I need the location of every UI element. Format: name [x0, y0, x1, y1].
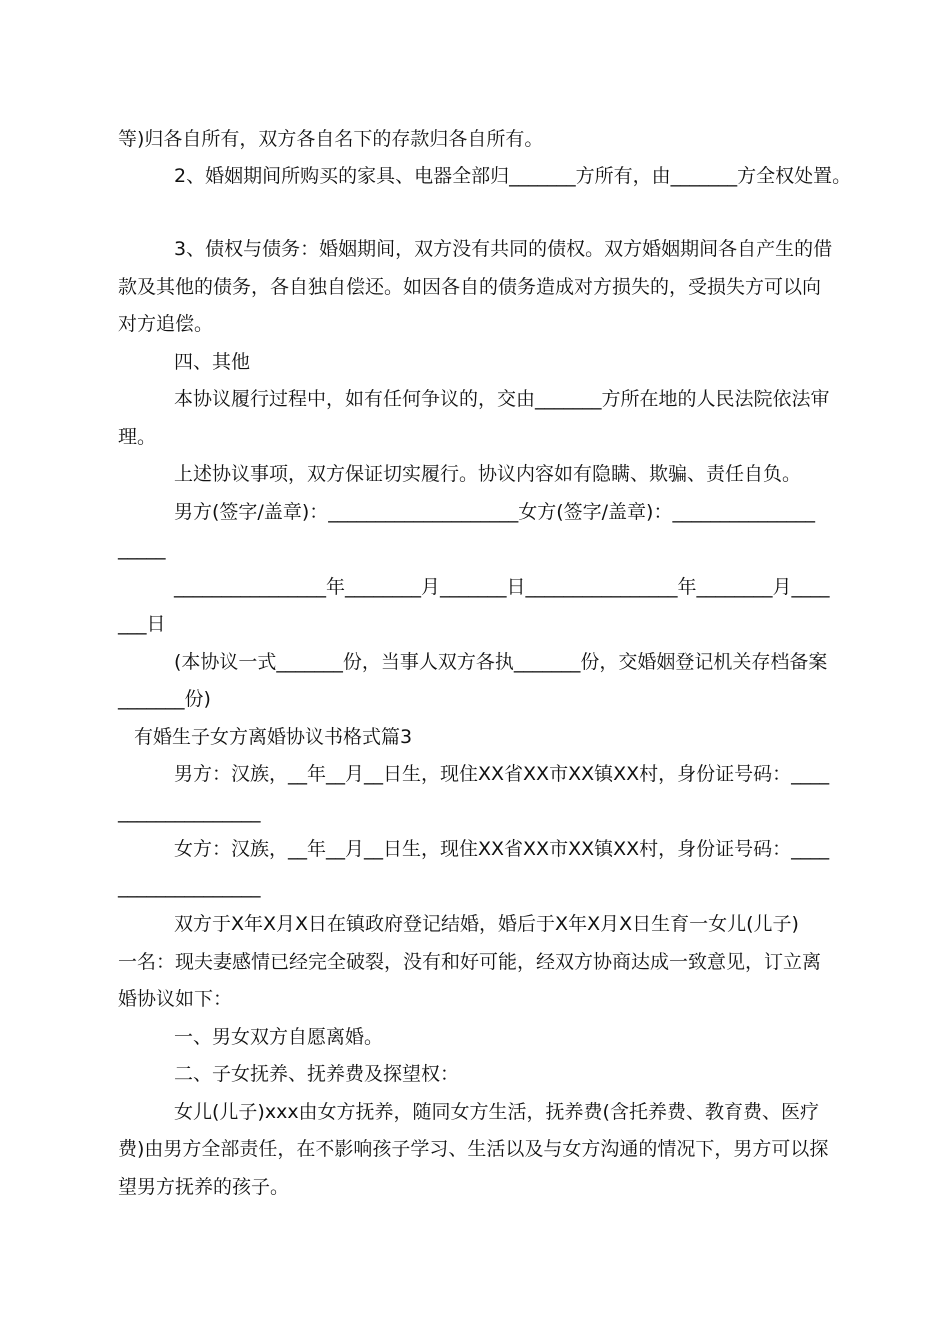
signature-line: 男方(签字/盖章)：____________________女方(签字/盖章)：_______________	[174, 501, 815, 523]
section-heading: 一、男女双方自愿离婚。	[174, 1026, 384, 1048]
paragraph-line: 理。	[118, 426, 157, 448]
paragraph-line: (本协议一式_______份，当事人双方各执_______份，交婚姻登记机关存档备案	[174, 651, 828, 673]
paragraph-line: 望男方抚养的孩子。	[118, 1176, 290, 1198]
paragraph-line: 婚协议如下：	[118, 988, 233, 1010]
paragraph-line: _______________	[118, 801, 261, 823]
signature-line: _____	[118, 538, 166, 560]
paragraph-line: 等)归各自所有，双方各自名下的存款归各自所有。	[118, 128, 544, 150]
date-line: ________________年________月_______日________________年________月____	[174, 576, 830, 598]
section-heading: 四、其他	[174, 351, 251, 373]
paragraph-line: _______份)	[118, 688, 211, 710]
paragraph-line: 款及其他的债务，各自独自偿还。如因各自的债务造成对方损失的，受损失方可以向	[118, 276, 822, 298]
paragraph-line: 3、债权与债务：婚姻期间，双方没有共同的债权。双方婚姻期间各自产生的借	[174, 238, 833, 260]
paragraph-line: 2、婚姻期间所购买的家具、电器全部归_______方所有，由_______方全权处置。	[174, 165, 852, 187]
paragraph-line: 上述协议事项，双方保证切实履行。协议内容如有隐瞒、欺骗、责任自负。	[174, 463, 802, 485]
paragraph-line: 费)由男方全部责任，在不影响孩子学习、生活以及与女方沟通的情况下，男方可以探	[118, 1138, 829, 1160]
date-line: ___日	[118, 613, 166, 635]
document-title: 有婚生子女方离婚协议书格式篇3	[134, 726, 413, 748]
paragraph-line: 本协议履行过程中，如有任何争议的，交由_______方所在地的人民法院依法审	[174, 388, 830, 410]
paragraph-line: _______________	[118, 876, 261, 898]
paragraph-line: 一名：现夫妻感情已经完全破裂，没有和好可能，经双方协商达成一致意见，订立离	[118, 951, 822, 973]
paragraph-line: 男方：汉族，__年__月__日生，现住XX省XX市XX镇XX村，身份证号码：____	[174, 763, 830, 785]
paragraph-line: 女儿(儿子)xxx由女方抚养，随同女方生活，抚养费(含托养费、教育费、医疗	[174, 1101, 819, 1123]
paragraph-line: 女方：汉族，__年__月__日生，现住XX省XX市XX镇XX村，身份证号码：____	[174, 838, 830, 860]
section-heading: 二、子女抚养、抚养费及探望权：	[174, 1063, 460, 1085]
paragraph-line: 对方追偿。	[118, 313, 214, 335]
paragraph-line: 双方于X年X月X日在镇政府登记结婚，婚后于X年X月X日生育一女儿(儿子)	[174, 913, 799, 935]
